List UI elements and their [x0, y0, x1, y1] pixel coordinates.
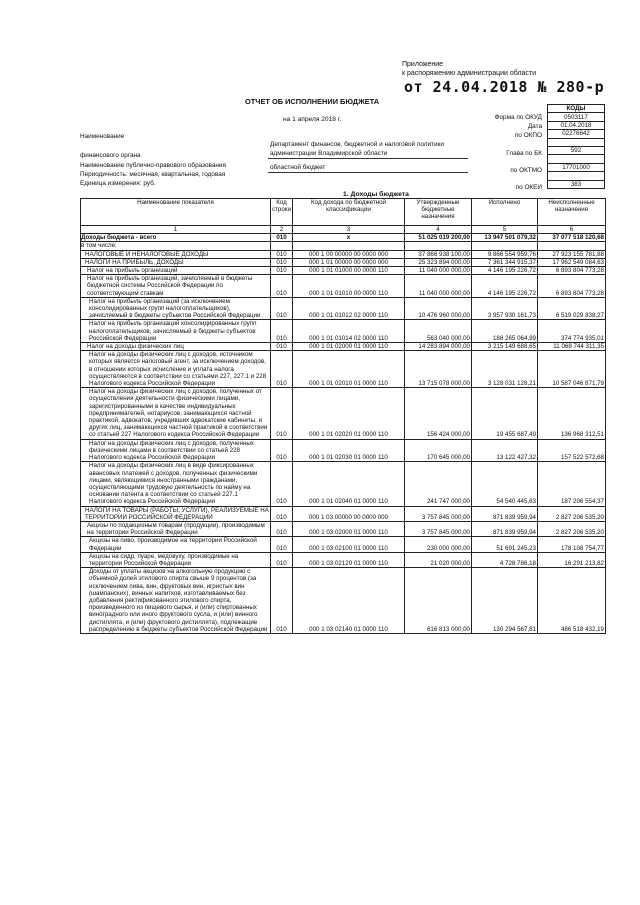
- row-approved: [405, 242, 472, 250]
- row-remaining: 37 077 518 120,68: [538, 234, 606, 242]
- table-row: [81, 297, 606, 320]
- row-code: 010: [271, 297, 293, 320]
- empty-code: [548, 172, 605, 180]
- row-name: Налог на доходы физических лиц с доходов, полученных от осуществления деятельности физическими лицами, зарегистрированными в качестве индивидуальных предпринимателей, нотариусов, занимающихся частной практикой, адвокатов, учредивших адвокатские кабинеты, и других лиц, занимающихся частной практикой в соответствии со статьей 227 Налогового кодекса Российской Федерации: [81, 388, 271, 439]
- row-executed: 130 294 567,81: [472, 568, 538, 634]
- bk-label: Глава по БК: [506, 150, 542, 157]
- oktmo-code: 17701000: [548, 163, 605, 171]
- row-approved: 230 000 000,00: [405, 537, 472, 552]
- col-header-remaining: Неисполненные назначения: [538, 199, 606, 226]
- row-approved: 11 040 000 000,00: [405, 275, 472, 298]
- table-row: [81, 258, 606, 266]
- label-public-entity: Наименование публично-правового образования: [80, 162, 226, 169]
- empty-code: [548, 138, 605, 146]
- date-code-label: Дата: [527, 123, 542, 130]
- row-kbk: 000 1 01 02030 01 0000 110: [293, 439, 405, 462]
- order-number-stamp: от 24.04.2018 № 280-р: [404, 78, 605, 96]
- budget-name: областной бюджет: [270, 164, 326, 171]
- row-name: Налог на доходы физических лиц с доходов, полученных физическими лицами в соответствии со статьей 228 Налогового кодекса Российской Федерации: [81, 439, 271, 462]
- row-kbk: 000 1 03 00000 00 0000 000: [293, 506, 405, 521]
- row-name: Налог на доходы физических лиц в виде фиксированных авансовых платежей с доходов, полученных физическими лицами, являющимися иностранными гражданами, осуществляющими трудовую деятельность по найму на основании патента в соответствии со статьей 227.1 Налогового кодекса Российской Федерации: [81, 462, 271, 506]
- row-remaining: 2 827 206 535,20: [538, 521, 606, 536]
- row-remaining: 187 206 554,37: [538, 462, 606, 506]
- date-code: 01.04.2018: [548, 121, 605, 129]
- row-name: Акцизы на сидр, пуаре, медовуху, производимые на территории Российской Федерации: [81, 552, 271, 567]
- row-kbk: 000 1 03 02100 01 0000 110: [293, 537, 405, 552]
- row-code: [271, 242, 293, 250]
- okud-code: 0503117: [548, 113, 605, 121]
- row-remaining: 157 522 572,68: [538, 439, 606, 462]
- row-name: Акцизы по подакцизным товарам (продукции), производимым на территории Российской Федерации: [81, 521, 271, 536]
- row-approved: 156 424 000,00: [405, 388, 472, 439]
- row-kbk: 000 1 01 02010 01 0000 110: [293, 351, 405, 388]
- col-number: 2: [271, 226, 293, 234]
- row-executed: 54 540 445,63: [472, 462, 538, 506]
- row-kbk: 000 1 01 02000 01 0000 110: [293, 343, 405, 351]
- row-approved: 51 025 019 200,00: [405, 234, 472, 242]
- row-name: Налог на прибыль организаций, зачисляемый в бюджеты бюджетной системы Российской Федерации по соответствующим ставкам: [81, 275, 271, 298]
- row-remaining: 178 108 754,77: [538, 537, 606, 552]
- row-approved: 10 476 960 000,00: [405, 297, 472, 320]
- row-name: НАЛОГИ НА ТОВАРЫ (РАБОТЫ, УСЛУГИ), РЕАЛИЗУЕМЫЕ НА ТЕРРИТОРИИ РОССИЙСКОЙ ФЕДЕРАЦИИ: [81, 506, 271, 521]
- table-row: [81, 506, 606, 521]
- appendix-line-1: Приложение: [402, 61, 444, 68]
- col-number: 3: [293, 226, 405, 234]
- row-kbk: 000 1 00 00000 00 0000 000: [293, 250, 405, 258]
- section-title: 1. Доходы бюджета: [343, 191, 409, 198]
- table-row: [81, 351, 606, 388]
- row-approved: 3 757 845 000,00: [405, 521, 472, 536]
- income-rows: [81, 234, 606, 634]
- codes-header: КОДЫ: [548, 105, 605, 113]
- report-title: ОТЧЕТ ОБ ИСПОЛНЕНИИ БЮДЖЕТА: [245, 97, 380, 106]
- org-line-1: Департамент финансов, бюджетной и налоговой политики: [270, 141, 444, 148]
- row-code: 010: [271, 462, 293, 506]
- row-remaining: 374 774 935,01: [538, 320, 606, 343]
- label-fin-organ: финансового органа: [80, 152, 141, 159]
- row-executed: 4 728 786,18: [472, 552, 538, 567]
- table-row: [81, 388, 606, 439]
- label-name: Наименование: [80, 133, 125, 140]
- row-remaining: 136 968 312,51: [538, 388, 606, 439]
- org-line-2: администрации Владимирской области: [270, 150, 388, 157]
- row-name: НАЛОГИ НА ПРИБЫЛЬ, ДОХОДЫ: [81, 258, 271, 266]
- okei-code: 383: [548, 180, 605, 188]
- row-remaining: 10 587 046 871,79: [538, 351, 606, 388]
- row-name: Налог на прибыль организаций консолидированных групп налогоплательщиков, зачисляемый в бюджеты субъектов Российской Федерации: [81, 320, 271, 343]
- table-row: [81, 537, 606, 552]
- col-number: 1: [81, 226, 271, 234]
- row-name: НАЛОГОВЫЕ И НЕНАЛОГОВЫЕ ДОХОДЫ: [81, 250, 271, 258]
- table-row: [81, 521, 606, 536]
- label-periodicity: Периодичность: месячная, квартальная, годовая: [80, 171, 226, 178]
- table-row: [81, 250, 606, 258]
- row-remaining: 2 827 206 535,20: [538, 506, 606, 521]
- row-approved: 14 283 894 000,00: [405, 343, 472, 351]
- row-kbk: 000 1 01 01000 00 0000 110: [293, 267, 405, 275]
- row-code: 010: [271, 275, 293, 298]
- col-number: 6: [538, 226, 606, 234]
- row-code: 010: [271, 343, 293, 351]
- table-row: [81, 234, 606, 242]
- table-row: [81, 320, 606, 343]
- okpo-code: 02276642: [548, 130, 605, 138]
- row-kbk: 000 1 01 01014 02 0000 110: [293, 320, 405, 343]
- row-code: 010: [271, 267, 293, 275]
- row-code: 010: [271, 351, 293, 388]
- row-approved: 3 757 845 000,00: [405, 506, 472, 521]
- empty-code: [548, 155, 605, 163]
- row-executed: 4 146 195 226,72: [472, 275, 538, 298]
- row-approved: 21 020 000,00: [405, 552, 472, 567]
- report-date: на 1 апреля 2018 г.: [283, 116, 342, 123]
- okpo-label: по ОКПО: [514, 132, 542, 139]
- row-approved: 25 323 894 000,00: [405, 258, 472, 266]
- row-kbk: x: [293, 234, 405, 242]
- table-row: [81, 462, 606, 506]
- row-name: Налог на прибыль организаций (за исключением консолидированных групп налогоплательщиков), зачисляемый в бюджеты субъектов Российской Федерации: [81, 297, 271, 320]
- col-header-name: Наименование показателя: [81, 199, 271, 226]
- row-remaining: [538, 242, 606, 250]
- row-code: 010: [271, 250, 293, 258]
- row-approved: 241 747 000,00: [405, 462, 472, 506]
- col-header-kbk: Код дохода по бюджетной классификации: [293, 199, 405, 226]
- row-approved: 13 715 078 000,00: [405, 351, 472, 388]
- row-code: 010: [271, 506, 293, 521]
- row-remaining: 6 519 029 838,27: [538, 297, 606, 320]
- row-kbk: 000 1 01 01012 02 0000 110: [293, 297, 405, 320]
- label-unit: Единица измерения: руб.: [80, 180, 156, 187]
- row-executed: [472, 242, 538, 250]
- col-header-executed: Исполнено: [472, 199, 538, 226]
- row-kbk: 000 1 01 02020 01 0000 110: [293, 388, 405, 439]
- row-executed: 3 215 149 688,65: [472, 343, 538, 351]
- row-executed: 188 265 064,99: [472, 320, 538, 343]
- row-executed: 3 957 930 161,73: [472, 297, 538, 320]
- bk-code: 592: [548, 146, 605, 154]
- row-code: 010: [271, 258, 293, 266]
- row-remaining: 6 893 804 773,28: [538, 275, 606, 298]
- row-remaining: 17 962 549 084,63: [538, 258, 606, 266]
- table-row: [81, 439, 606, 462]
- row-kbk: 000 1 01 00000 00 0000 000: [293, 258, 405, 266]
- col-header-approved: Утвержденные бюджетные назначения: [405, 199, 472, 226]
- codes-box: [547, 104, 605, 189]
- table-row: [81, 275, 606, 298]
- row-code: 010: [271, 537, 293, 552]
- row-approved: 616 813 000,00: [405, 568, 472, 634]
- row-kbk: [293, 242, 405, 250]
- table-row: [81, 552, 606, 567]
- row-approved: 563 040 000,00: [405, 320, 472, 343]
- okei-label: по ОКЕИ: [515, 184, 542, 191]
- table-row: [81, 568, 606, 634]
- row-executed: 13 947 501 079,32: [472, 234, 538, 242]
- row-remaining: 486 518 432,19: [538, 568, 606, 634]
- appendix-line-2: к распоряжению администрации области: [402, 70, 537, 77]
- row-approved: 37 866 938 100,00: [405, 250, 472, 258]
- row-name: Доходы бюджета - всего: [81, 234, 271, 242]
- row-name: Налог на доходы физических лиц: [81, 343, 271, 351]
- row-executed: 4 146 195 226,72: [472, 267, 538, 275]
- okud-label: Форма по ОКУД: [494, 114, 542, 121]
- row-executed: 871 839 959,94: [472, 506, 538, 521]
- col-number: 5: [472, 226, 538, 234]
- col-number: 4: [405, 226, 472, 234]
- row-remaining: 27 923 155 781,88: [538, 250, 606, 258]
- row-code: 010: [271, 320, 293, 343]
- row-remaining: 11 068 744 311,35: [538, 343, 606, 351]
- row-name: Акцизы на пиво, производимое на территории Российской Федерации: [81, 537, 271, 552]
- row-kbk: 000 1 01 01010 00 0000 110: [293, 275, 405, 298]
- row-code: 010: [271, 568, 293, 634]
- row-executed: 871 839 959,94: [472, 521, 538, 536]
- row-executed: 19 455 687,49: [472, 388, 538, 439]
- budget-underline: [268, 172, 468, 173]
- row-code: 010: [271, 234, 293, 242]
- row-kbk: 000 1 03 02140 01 0000 110: [293, 568, 405, 634]
- row-executed: 51 691 245,23: [472, 537, 538, 552]
- row-approved: 11 040 000 000,00: [405, 267, 472, 275]
- row-name: Доходы от уплаты акцизов на алкогольную продукцию с объемной долей этилового спирта свыше 9 процентов (за исключением пива, вин, фруктовых вин, игристых вин (шампанских), винных напитков, изготавливаемых без добавления ректификованного этилового спирта, произведенного из пищевого сырья, и (или) спиртованных виноградного или иного фруктового сусла, и (или) винного дистиллята, и (или) фруктового дистиллята), подлежащие распределению в бюджеты субъектов Российской Федерации: [81, 568, 271, 634]
- row-executed: 13 122 427,32: [472, 439, 538, 462]
- row-name: Налог на прибыль организаций: [81, 267, 271, 275]
- row-name: Налог на доходы физических лиц с доходов, источником которых является налоговый агент, за исключением доходов, в отношении которых исчисление и уплата налога осуществляются в соответствии со статьями 227, 227.1 и 228 Налогового кодекса Российской Федерации: [81, 351, 271, 388]
- income-table: [80, 198, 606, 634]
- appendix-note: [402, 60, 536, 78]
- row-code: 010: [271, 552, 293, 567]
- row-kbk: 000 1 01 02040 01 0000 110: [293, 462, 405, 506]
- col-header-code: Код строки: [271, 199, 293, 226]
- table-row: [81, 343, 606, 351]
- row-executed: 7 361 344 915,37: [472, 258, 538, 266]
- row-kbk: 000 1 03 02120 01 0000 110: [293, 552, 405, 567]
- row-remaining: 16 291 213,82: [538, 552, 606, 567]
- row-executed: 9 866 554 959,76: [472, 250, 538, 258]
- row-kbk: 000 1 03 02000 01 0000 110: [293, 521, 405, 536]
- row-code: 010: [271, 439, 293, 462]
- oktmo-label: по ОКТМО: [510, 167, 542, 174]
- row-code: 010: [271, 521, 293, 536]
- row-remaining: 6 893 804 773,28: [538, 267, 606, 275]
- table-row: [81, 267, 606, 275]
- table-row: [81, 242, 606, 250]
- org-underline: [268, 158, 468, 159]
- row-code: 010: [271, 388, 293, 439]
- row-approved: 170 645 000,00: [405, 439, 472, 462]
- row-name: в том числе:: [81, 242, 271, 250]
- row-executed: 3 128 031 128,21: [472, 351, 538, 388]
